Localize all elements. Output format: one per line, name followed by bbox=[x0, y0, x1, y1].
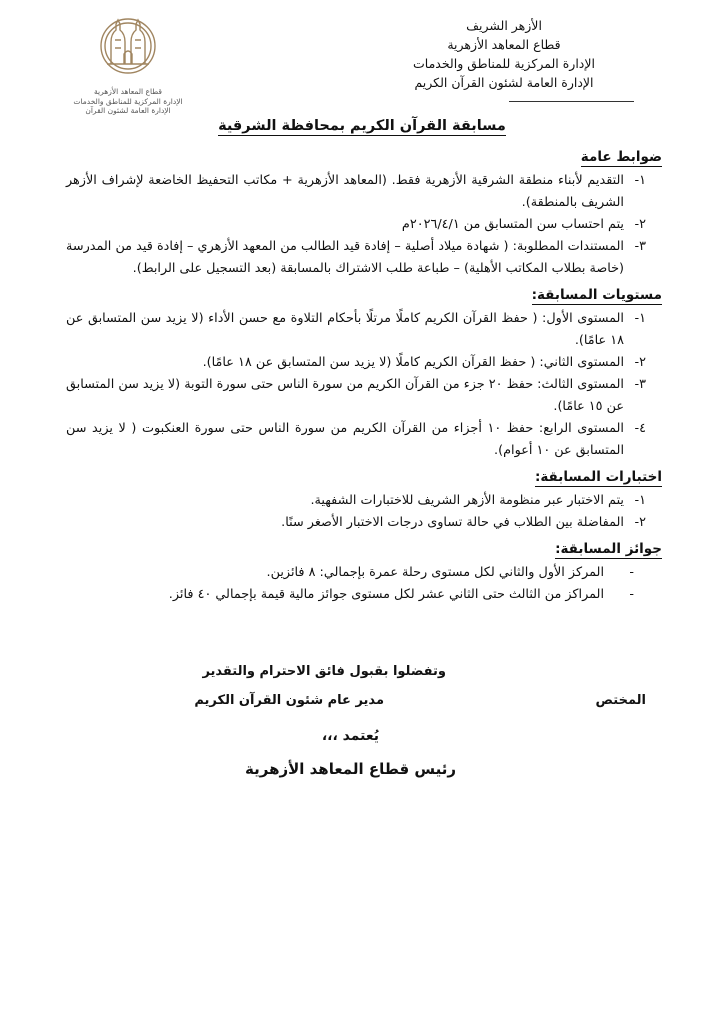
item-text: التقديم لأبناء منطقة الشرقية الأزهرية فقط. (المعاهد الأزهرية + مكاتب التحفيظ الخاضعة لإشراف الأزهر الشريف بالمنطقة). bbox=[66, 173, 624, 210]
section-heading-general bbox=[66, 146, 662, 168]
item-text: المستوى الثالث: حفظ ٢٠ جزء من القرآن الكريم من سورة الناس حتى سورة التوبة (لا يزيد سن المتسابق عن ١٥ عامًا). bbox=[66, 377, 624, 414]
item-number: ٣- bbox=[634, 377, 646, 392]
item-text: المركز الأول والثاني لكل مستوى رحلة عمرة بإجمالي: ٨ فائزين. bbox=[266, 565, 604, 580]
section-heading-levels bbox=[66, 284, 662, 306]
item-text: المستندات المطلوبة: ( شهادة ميلاد أصلية – إفادة قيد الطالب من المعهد الأزهري – إفادة قيد من المدرسة (خاصة بطلاب المكاتب الأهلية) – طباعة طلب الاشتراك بالمسابقة (بعد التسجيل على الرابط). bbox=[66, 239, 624, 276]
logo-caption-line: الإدارة المركزية للمناطق والخدمات bbox=[73, 96, 183, 106]
document-body bbox=[66, 142, 662, 606]
list-item bbox=[66, 308, 646, 352]
item-text: المراكز من الثالث حتى الثاني عشر لكل مستوى جوائز مالية قيمة بإجمالي ٤٠ فائز. bbox=[168, 587, 604, 602]
bullet-dash: - bbox=[629, 587, 634, 602]
letterhead-line: الأزهر الشريف bbox=[466, 18, 542, 33]
list-item bbox=[66, 170, 646, 214]
section-heading-prizes bbox=[66, 538, 662, 560]
item-text: المستوى الأول: ( حفظ القرآن الكريم كاملًا مرتلًا بأحكام التلاوة مع حسن الأداء (لا يزيد سن المتسابق عن ١٨ عامًا). bbox=[66, 311, 624, 348]
section-heading-text: جوائز المسابقة: bbox=[555, 541, 662, 557]
letterhead-line: الإدارة العامة لشئون القرآن الكريم bbox=[414, 75, 594, 90]
letterhead-line: قطاع المعاهد الأزهرية bbox=[447, 37, 561, 52]
logo-caption bbox=[68, 87, 188, 116]
item-number: ٢- bbox=[634, 355, 646, 370]
item-text: المفاضلة بين الطلاب في حالة تساوى درجات الاختبار الأصغر سنًا. bbox=[281, 515, 624, 530]
list-item bbox=[66, 490, 646, 512]
title-text: مسابقة القرآن الكريم بمحافظة الشرقية bbox=[218, 118, 506, 134]
list-item bbox=[66, 584, 646, 606]
list-item bbox=[66, 352, 646, 374]
list-item bbox=[66, 562, 646, 584]
item-number: ٣- bbox=[634, 239, 646, 254]
list-item bbox=[66, 374, 646, 418]
closing-line: وتفضلوا بقبول فائق الاحترام والتقدير bbox=[202, 664, 446, 679]
item-number: ١- bbox=[634, 173, 646, 188]
item-text: المستوى الرابع: حفظ ١٠ أجزاء من القرآن الكريم من سورة الناس حتى سورة العنكبوت ( لا يزيد سن المتسابق عن ١٠ أعوام). bbox=[66, 421, 624, 458]
approval-line: يُعتمد ،،، bbox=[321, 728, 379, 744]
signature-director: مدير عام شئون القرآن الكريم bbox=[194, 693, 384, 708]
item-text: يتم الاختبار عبر منظومة الأزهر الشريف للاختبارات الشفهية. bbox=[310, 493, 624, 508]
list-item bbox=[66, 214, 646, 236]
bullet-dash: - bbox=[629, 565, 634, 580]
section-heading-text: مستويات المسابقة: bbox=[531, 287, 662, 303]
azhar-emblem-icon bbox=[97, 12, 159, 86]
header-divider bbox=[509, 101, 634, 102]
item-number: ٢- bbox=[634, 515, 646, 530]
item-text: يتم احتساب سن المتسابق من ٢٠٢٦/٤/١م bbox=[401, 217, 624, 232]
item-number: ١- bbox=[634, 493, 646, 508]
list-item bbox=[66, 236, 646, 280]
item-number: ٤- bbox=[634, 421, 646, 436]
item-text: المستوى الثاني: ( حفظ القرآن الكريم كاملًا (لا يزيد سن المتسابق عن ١٨ عامًا). bbox=[202, 355, 624, 370]
list-item bbox=[66, 418, 646, 462]
logo-caption-line: قطاع المعاهد الأزهرية bbox=[94, 87, 162, 96]
item-number: ٢- bbox=[634, 217, 646, 232]
azhar-logo bbox=[68, 12, 188, 116]
section-heading-text: اختبارات المسابقة: bbox=[534, 469, 662, 485]
logo-caption-line: الإدارة العامة لشئون القرآن bbox=[85, 106, 171, 115]
section-heading-text: ضوابط عامة bbox=[580, 149, 662, 165]
letterhead-line: الإدارة المركزية للمناطق والخدمات bbox=[413, 56, 595, 71]
letterhead bbox=[389, 16, 619, 92]
list-item bbox=[66, 512, 646, 534]
section-heading-tests bbox=[66, 466, 662, 488]
signature-specialist: المختص bbox=[595, 693, 646, 708]
document-title bbox=[0, 118, 724, 134]
signature-chief: رئيس قطاع المعاهد الأزهرية bbox=[245, 760, 456, 778]
item-number: ١- bbox=[634, 311, 646, 326]
